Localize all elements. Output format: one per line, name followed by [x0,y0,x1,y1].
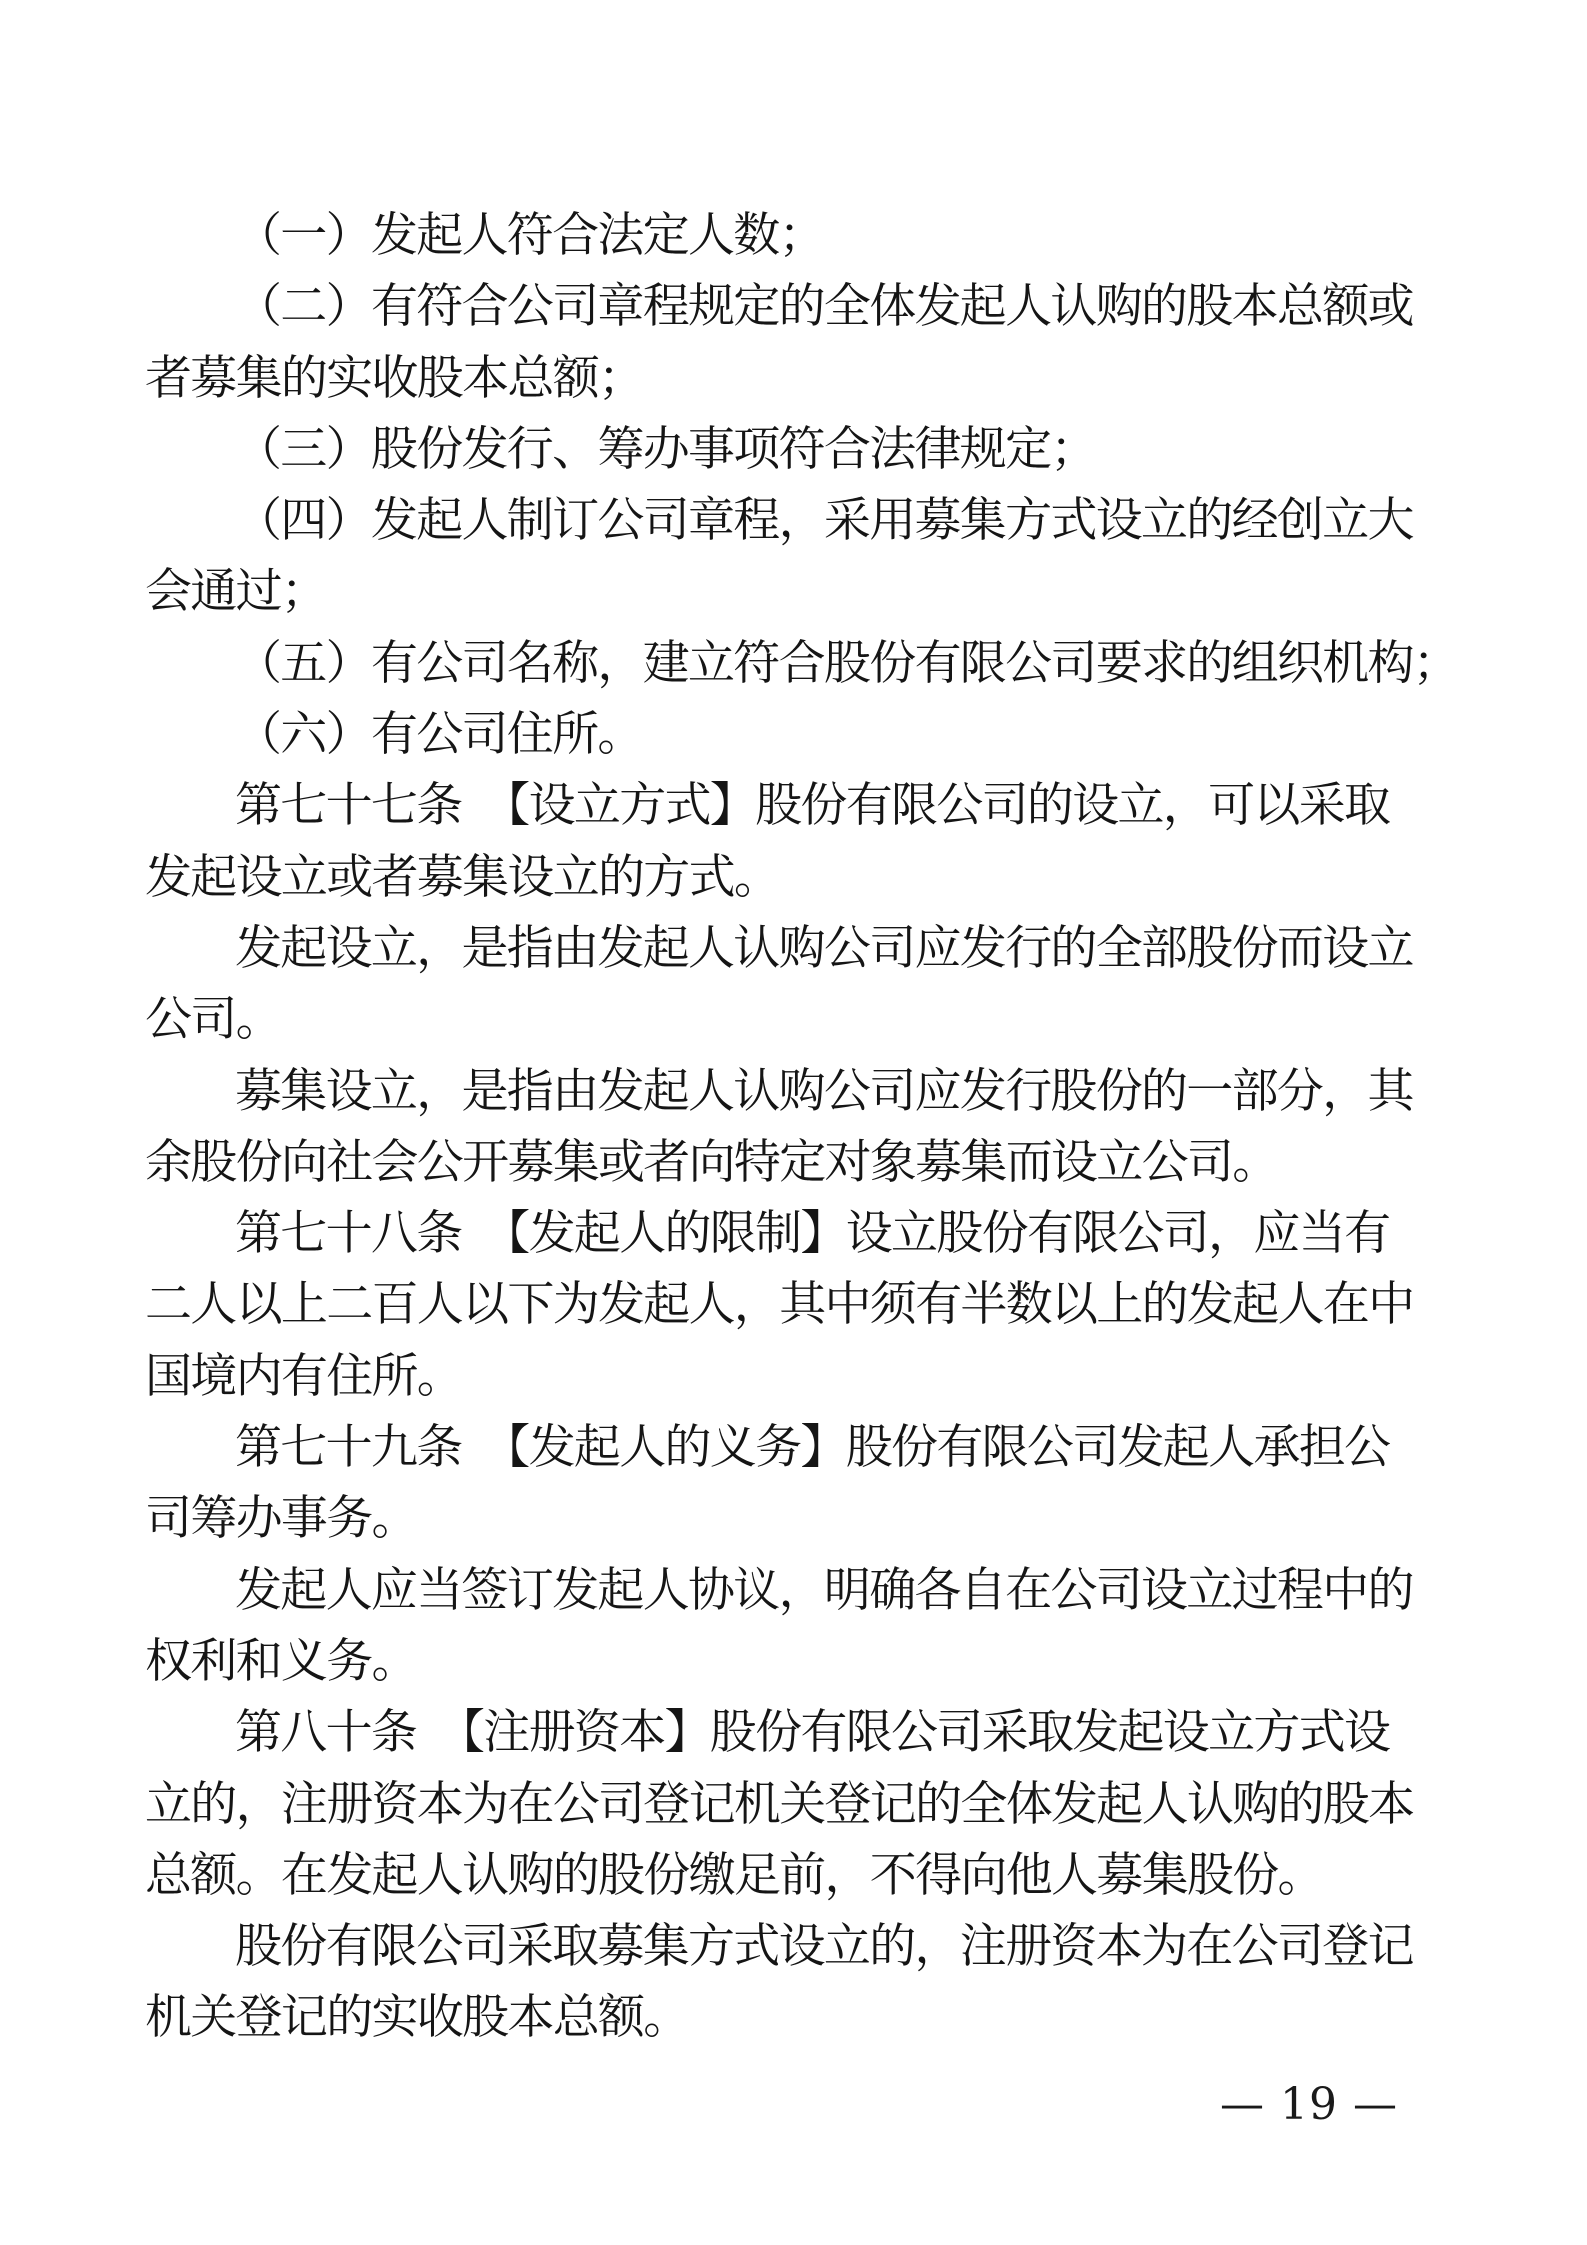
page-number: — 19 — [1220,2079,1398,2130]
article-78-heading-line: 第七十八条 【发起人的限制】设立股份有限公司，应当有 [235,1206,1390,1262]
article-77-heading-line: 第七十七条 【设立方式】股份有限公司的设立，可以采取 [235,778,1390,834]
article-80-heading-line: 第八十条 【注册资本】股份有限公司采取发起设立方式设 [235,1705,1390,1761]
article-79-heading-line: 第七十九条 【发起人的义务】股份有限公司发起人承担公 [235,1420,1390,1476]
article-77-paragraph-2-line: 发起设立，是指由发起人认购公司应发行的全部股份而设立 [235,920,1413,976]
article-80-line-2: 立的，注册资本为在公司登记机关登记的全体发起人认购的股本 [145,1776,1414,1832]
list-item-2-continued: 者募集的实收股本总额； [145,350,644,406]
list-item-3: （三）股份发行、筹办事项符合法律规定； [235,421,1096,477]
article-77-line: 发起设立或者募集设立的方式。 [145,849,780,905]
article-80-line-3: 总额。在发起人认购的股份缴足前，不得向他人募集股份。 [145,1847,1323,1903]
article-79-paragraph-2-continued: 权利和义务。 [145,1633,417,1689]
list-item-4: （四）发起人制订公司章程，采用募集方式设立的经创立大 [235,493,1413,549]
list-item-2: （二）有符合公司章程规定的全体发起人认购的股本总额或 [235,279,1413,335]
article-78-line-2: 二人以上二百人以下为发起人，其中须有半数以上的发起人在中 [145,1277,1414,1333]
article-77-paragraph-3-continued: 余股份向社会公开募集或者向特定对象募集而设立公司。 [145,1134,1278,1190]
article-77-paragraph-2-continued: 公司。 [145,992,281,1048]
article-80-paragraph-2-line: 股份有限公司采取募集方式设立的，注册资本为在公司登记 [235,1919,1413,1975]
list-item-4-continued: 会通过； [145,564,327,620]
article-78-line-3: 国境内有住所。 [145,1348,463,1404]
list-item-6: （六）有公司住所。 [235,707,643,763]
article-77-paragraph-3-line: 募集设立，是指由发起人认购公司应发行股份的一部分，其 [235,1063,1413,1119]
list-item-1: （一）发起人符合法定人数； [235,208,824,263]
article-79-line-2: 司筹办事务。 [145,1491,417,1547]
list-item-5: （五）有公司名称，建立符合股份有限公司要求的组织机构； [235,635,1459,691]
article-80-paragraph-2-continued: 机关登记的实收股本总额。 [145,1990,689,2046]
law-text-block [145,200,1459,2054]
article-79-paragraph-2-line: 发起人应当签订发起人协议，明确各自在公司设立过程中的 [235,1562,1413,1618]
